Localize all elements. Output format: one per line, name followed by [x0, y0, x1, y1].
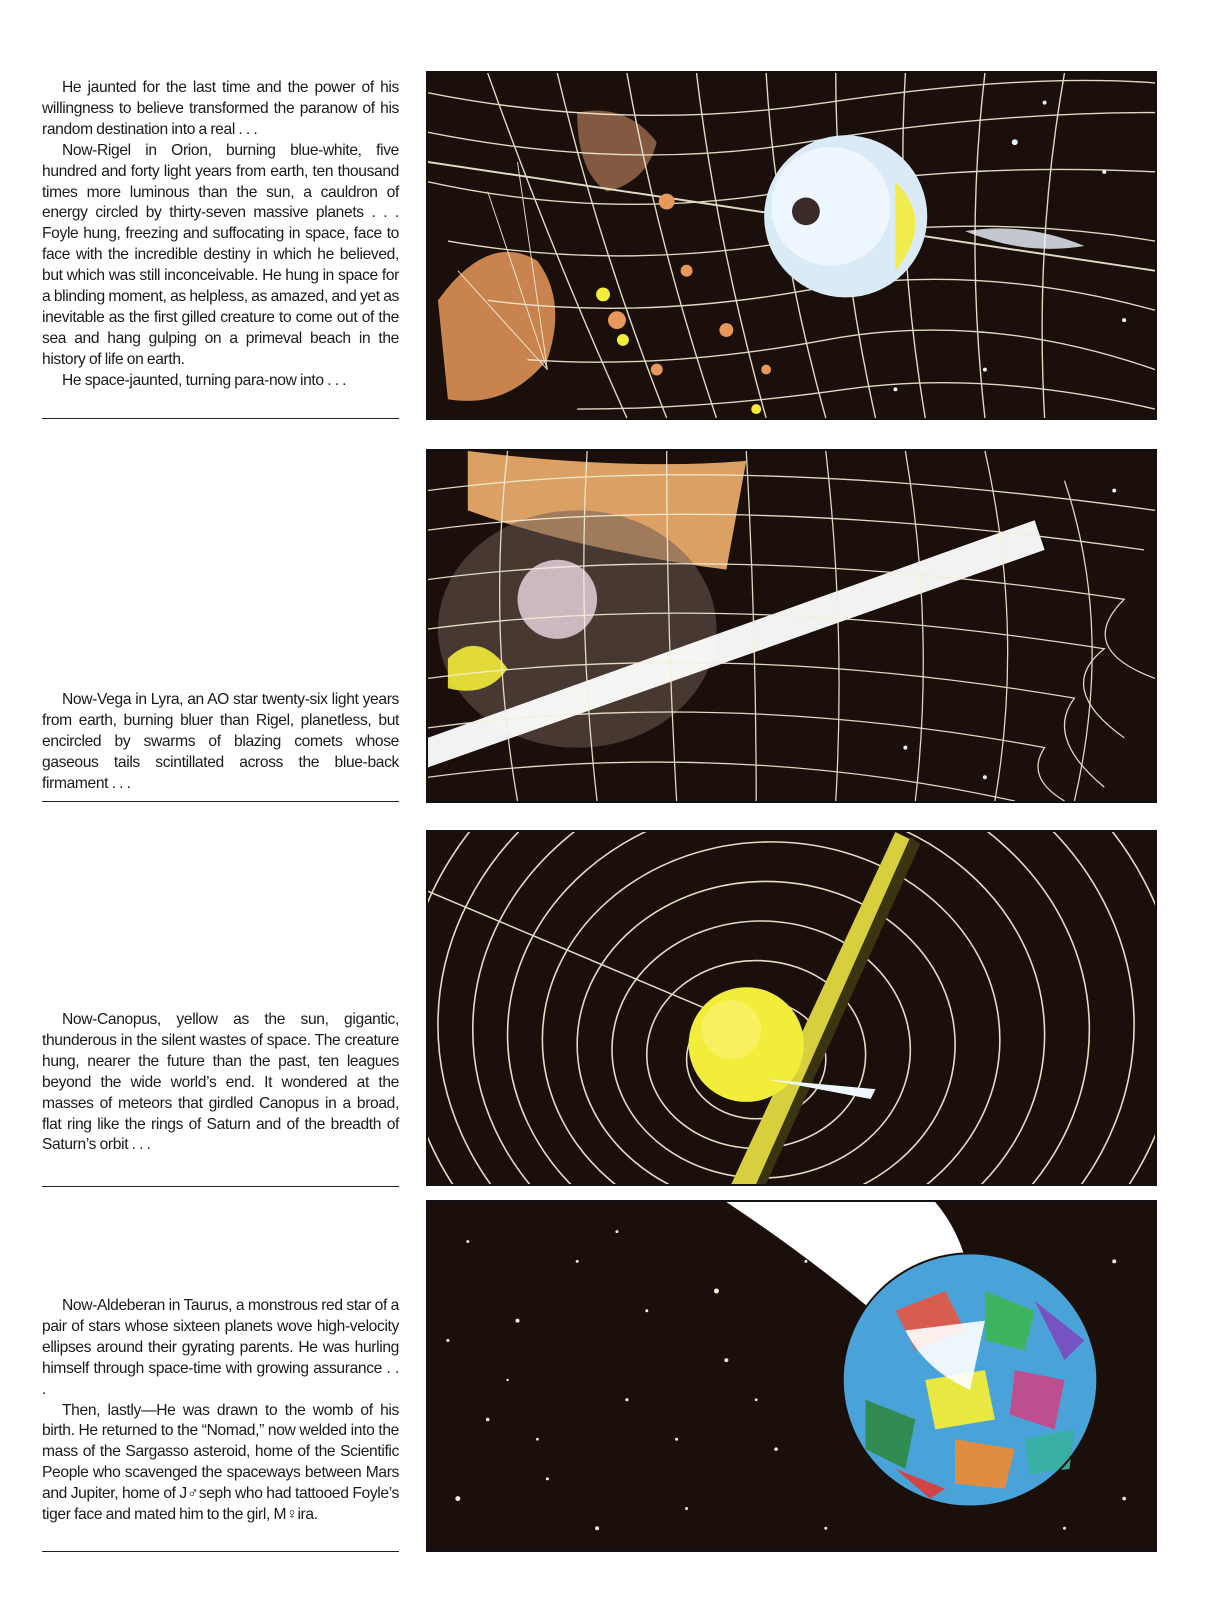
illustration-vega: [426, 449, 1157, 803]
caption-rule: [42, 1186, 399, 1187]
caption-rule: [42, 418, 399, 419]
caption-rule: [42, 801, 399, 802]
caption-vega: [42, 690, 399, 795]
illustration-aldeberan: [426, 1200, 1157, 1552]
caption-paragraph: He space-jaunted, turning para-now into . . .: [62, 371, 347, 389]
caption-paragraph: Now-Vega in Lyra, an AO star twenty-six light years from earth, burning bluer than Rigel, planetless, but encircled by swarms of blazing comets whose gaseous tails scintillated across the blue-back firmament . . .: [42, 691, 399, 792]
caption-canopus: [42, 1010, 399, 1156]
illustration-canopus: [426, 830, 1157, 1186]
aldeberan-artwork: [428, 1202, 1155, 1550]
caption-paragraph: Then, lastly—He was drawn to the womb of his birth. He returned to the “Nomad,” now welded into the mass of the Sargasso asteroid, home of the Scientific People who scavenged the spaceways between Mars and Jupiter, home of J♂seph who had tattooed Foyle’s tiger face and mated him to the girl, M♀ira.: [42, 1401, 399, 1524]
vega-artwork: [428, 451, 1155, 801]
caption-aldeberan: [42, 1296, 399, 1526]
caption-paragraph: Now-Rigel in Orion, burning blue-white, five hundred and forty light years from earth, ten thousand times more luminous than the sun, a cauldron of energy circled by thirty-seven massive planets . . . Foyle hung, freezing and suffocating in space, face to face with the incredible destiny in which he believed, but which was still inconceivable. He hung in space for a blinding moment, as helpless, as amazed, and yet as inevitable as the first gilled creature to come out of the sea and hang gulping on a primeval beach in the history of life on earth.: [42, 141, 399, 368]
caption-paragraph: He jaunted for the last time and the power of his willingness to believe transformed the paranow of his random destination into a real . . .: [42, 79, 399, 138]
illustration-rigel: [426, 71, 1157, 420]
caption-paragraph: Now-Canopus, yellow as the sun, gigantic, thunderous in the silent wastes of space. The creature hung, nearer the future than the past, ten leagues beyond the wide world’s end. It wondered at the masses of meteors that girdled Canopus in a broad, flat ring like the rings of Saturn and of the breadth of Saturn’s orbit . . .: [42, 1011, 399, 1154]
caption-rigel: [42, 78, 399, 392]
rigel-artwork: [428, 73, 1155, 418]
canopus-artwork: [428, 832, 1155, 1184]
caption-paragraph: Now-Aldeberan in Taurus, a monstrous red star of a pair of stars whose sixteen planets wove high-velocity ellipses around their gyrating parents. He was hurling himself through space-time with growing assurance . . .: [42, 1297, 399, 1398]
caption-rule: [42, 1551, 399, 1552]
